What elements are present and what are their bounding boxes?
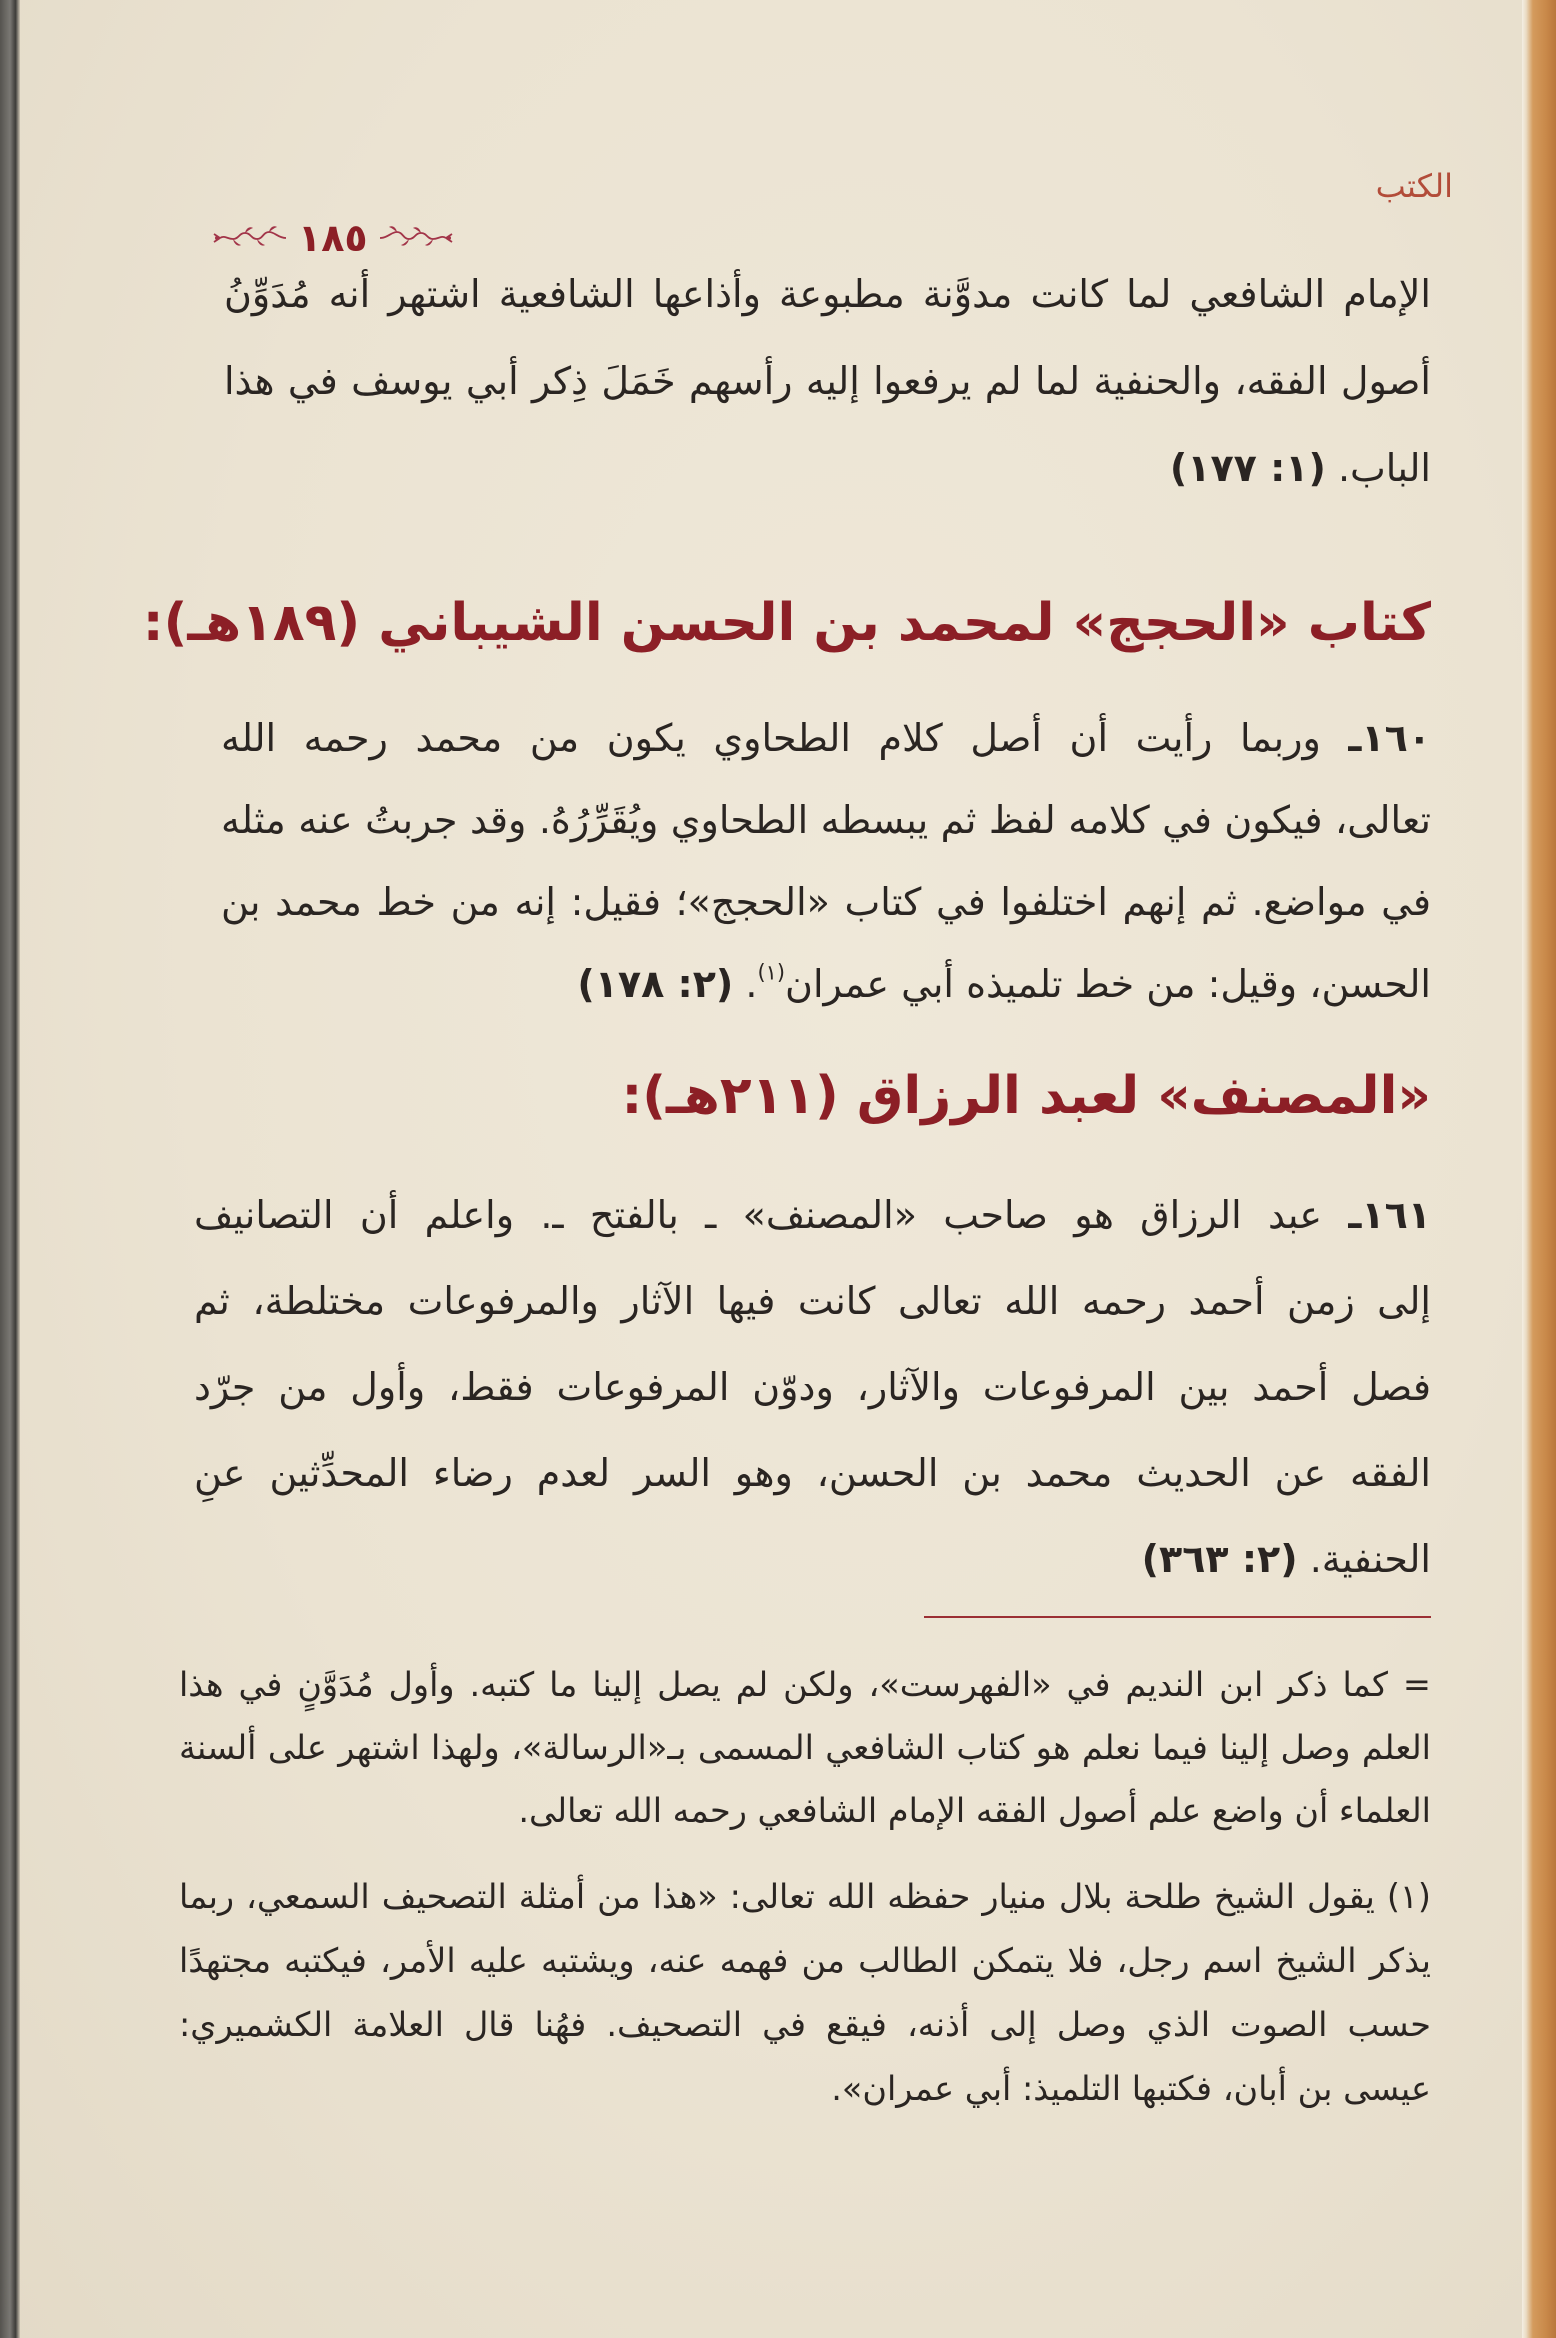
text-segment: الحنفية. xyxy=(1309,1537,1431,1581)
section-heading: كتاب «الحجج» لمحمد بن الحسن الشيباني (١٨٩هـ): xyxy=(142,593,1431,653)
page-number: ١٨٥ xyxy=(298,216,368,260)
text-line: الفقه عن الحديث محمد بن الحسن، وهو السر لعدم رضاء المحدِّثين عنِ xyxy=(194,1451,1431,1495)
source-citation: (٢: ١٧٨) xyxy=(577,962,734,1006)
paragraph-number: ١٦١ـ xyxy=(1348,1193,1431,1237)
text-segment: . xyxy=(745,962,758,1006)
ornament-right-icon xyxy=(378,223,454,253)
footnote-line: عيسى بن أبان، فكتبها التلميذ: أبي عمران». xyxy=(831,2069,1431,2108)
footnote-reference: (١) xyxy=(757,960,786,985)
footnote-marker: = xyxy=(1402,1665,1431,1704)
text-segment: الحسن، وقيل: من خط تلميذه أبي عمران xyxy=(785,962,1431,1006)
text-line: في مواضع. ثم إنهم اختلفوا في كتاب «الحجج»؛ فقيل: إنه من خط محمد بن xyxy=(221,880,1431,924)
text-line: إلى زمن أحمد رحمه الله تعالى كانت فيها الآثار والمرفوعات مختلطة، ثم xyxy=(194,1279,1431,1323)
text-line xyxy=(194,1172,1431,1258)
footnote-1 xyxy=(179,1865,1431,2121)
book-fore-edge xyxy=(1522,0,1556,2338)
running-head: الكتب xyxy=(1375,167,1453,205)
paragraph-number: ١٦٠ـ xyxy=(1348,716,1431,760)
source-citation: (١: ١٧٧) xyxy=(1169,446,1326,490)
paragraph-160 xyxy=(221,697,1431,1025)
ornament-left-icon xyxy=(212,223,288,253)
footnote-separator xyxy=(924,1616,1431,1618)
text-segment: الباب. xyxy=(1337,446,1431,490)
text-line: فصل أحمد بين المرفوعات والآثار، ودوّن المرفوعات فقط، وأول من جرّد xyxy=(194,1365,1431,1409)
text-line xyxy=(221,943,1431,1025)
footnote-line: يذكر الشيخ اسم رجل، فلا يتمكن الطالب من فهمه عنه، ويشتبه عليه الأمر، فيكتبه مجتهدًا xyxy=(179,1941,1431,1980)
paragraph-161 xyxy=(194,1172,1431,1602)
section-heading: «المصنف» لعبد الرزاق (٢١١هـ): xyxy=(621,1066,1431,1126)
text-segment: كما ذكر ابن النديم في «الفهرست»، ولكن لم يصل إلينا ما كتبه. وأول مُدَوَّنٍ في هذا xyxy=(179,1665,1388,1704)
footnote-line: العلم وصل إلينا فيما نعلم هو كتاب الشافعي المسمى بـ«الرسالة»، ولهذا اشتهر على ألسنة xyxy=(179,1728,1431,1767)
text-segment: يقول الشيخ طلحة بلال منيار حفظه الله تعالى: «هذا من أمثلة التصحيف السمعي، ربما xyxy=(179,1877,1375,1916)
footnote-line: حسب الصوت الذي وصل إلى أذنه، فيقع في التصحيف. فهُنا قال العلامة الكشميري: xyxy=(179,2005,1431,2044)
footnote-line xyxy=(179,1865,1431,1929)
text-line: الإمام الشافعي لما كانت مدوَّنة مطبوعة وأذاعها الشافعية اشتهر أنه مُدَوِّنُ xyxy=(224,272,1431,316)
footnote-line: العلماء أن واضع علم أصول الفقه الإمام الشافعي رحمه الله تعالى. xyxy=(518,1791,1431,1830)
text-segment: عبد الرزاق هو صاحب «المصنف» ـ بالفتح ـ. واعلم أن التصانيف xyxy=(194,1193,1323,1237)
text-line xyxy=(221,697,1431,779)
paragraph-continued xyxy=(224,251,1431,512)
text-line: أصول الفقه، والحنفية لما لم يرفعوا إليه رأسهم خَمَلَ ذِكر أبي يوسف في هذا xyxy=(224,359,1431,403)
footnote-marker: (١) xyxy=(1386,1877,1431,1916)
text-line: تعالى، فيكون في كلامه لفظ ثم يبسطه الطحاوي ويُقَرِّرُهُ. وقد جربتُ عنه مثله xyxy=(221,798,1431,842)
text-line xyxy=(224,425,1431,512)
footnote-continued xyxy=(179,1653,1431,1842)
footnote-line xyxy=(179,1653,1431,1716)
source-citation: (٢: ٣٦٣) xyxy=(1141,1537,1298,1581)
text-segment: وربما رأيت أن أصل كلام الطحاوي يكون من محمد رحمه الله xyxy=(221,716,1321,760)
text-line xyxy=(194,1516,1431,1602)
page-left-edge-shadow xyxy=(0,0,20,2338)
